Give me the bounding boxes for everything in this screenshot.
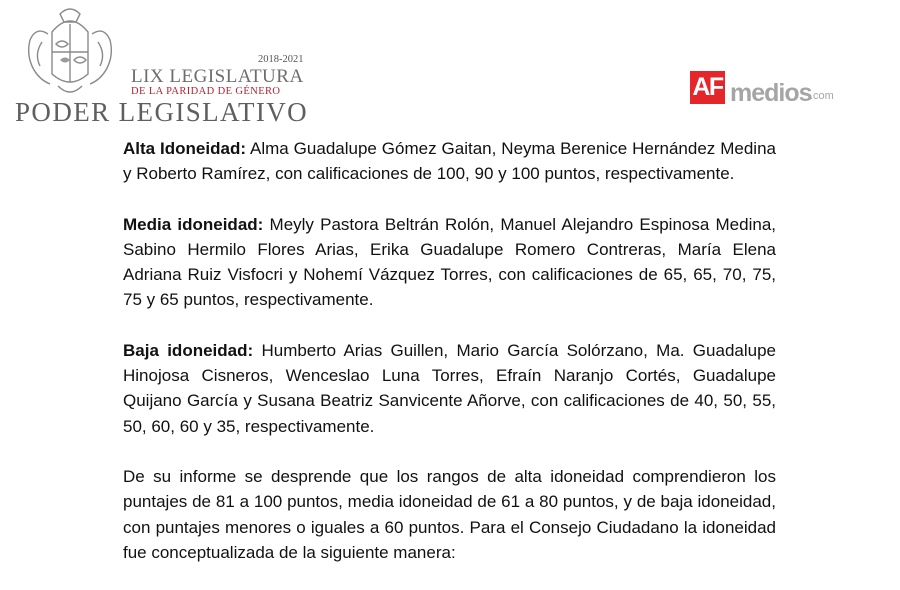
alta-idoneidad-paragraph bbox=[123, 136, 776, 187]
baja-idoneidad-paragraph bbox=[123, 338, 776, 439]
paragraph-text: De su informe se desprende que los rangos de alta idoneidad comprendieron los puntajes de 81 a 100 puntos, media idoneidad de 61 a 80 puntos, y de baja idoneidad, con puntajes menores o iguales a 60 puntos. Para el Consejo Ciudadano la idoneidad fue conceptualizada de la siguiente manera: bbox=[123, 466, 776, 562]
state-coat-of-arms-logo bbox=[12, 4, 128, 100]
paragraph-label: Alta Idoneidad: bbox=[123, 139, 246, 158]
paragraph-label: Baja idoneidad: bbox=[123, 340, 254, 360]
institution-name: PODER LEGISLATIVO bbox=[15, 97, 309, 127]
paragraph-text: Meyly Pastora Beltrán Rolón, Manuel Alejandro Espinosa Medina, Sabino Hermilo Flores Arias, Erika Guadalupe Romero Contreras, María Elena Adriana Ruiz Visfocri y Nohemí Vázquez Torres, con calificaciones de 65, 65, 70, 75, 75 y 65 puntos, respectivamente. bbox=[123, 214, 777, 310]
document-body bbox=[123, 136, 776, 590]
afmedios-logo-word: medios bbox=[730, 79, 812, 107]
media-idoneidad-paragraph bbox=[123, 212, 776, 313]
paragraph-text: Alma Guadalupe Gómez Gaitan, Neyma Berenice Hernández Medina y Roberto Ramírez, con calificaciones de 100, 90 y 100 puntos, respectivamente. bbox=[123, 139, 776, 184]
paragraph-text: Humberto Arias Guillen, Mario García Solórzano, Ma. Guadalupe Hinojosa Cisneros, Wenceslao Luna Torres, Efraín Naranjo Cortés, Guadalupe Quijano García y Susana Beatriz Sanvicente Añorve, con calificaciones de 40, 50, 55, 50, 60, 60 y 35, respectivamente. bbox=[123, 340, 776, 436]
afmedios-logo-suffix: .com bbox=[810, 90, 834, 102]
ranges-paragraph bbox=[123, 464, 776, 565]
legislature-title: LIX LEGISLATURA bbox=[131, 66, 304, 87]
afmedios-logo-letters: AF bbox=[692, 73, 723, 101]
paragraph-label: Media idoneidad: bbox=[123, 214, 264, 234]
legislature-years: 2018-2021 bbox=[258, 54, 304, 65]
legislature-subtitle: DE LA PARIDAD DE GÉNERO bbox=[131, 86, 281, 97]
